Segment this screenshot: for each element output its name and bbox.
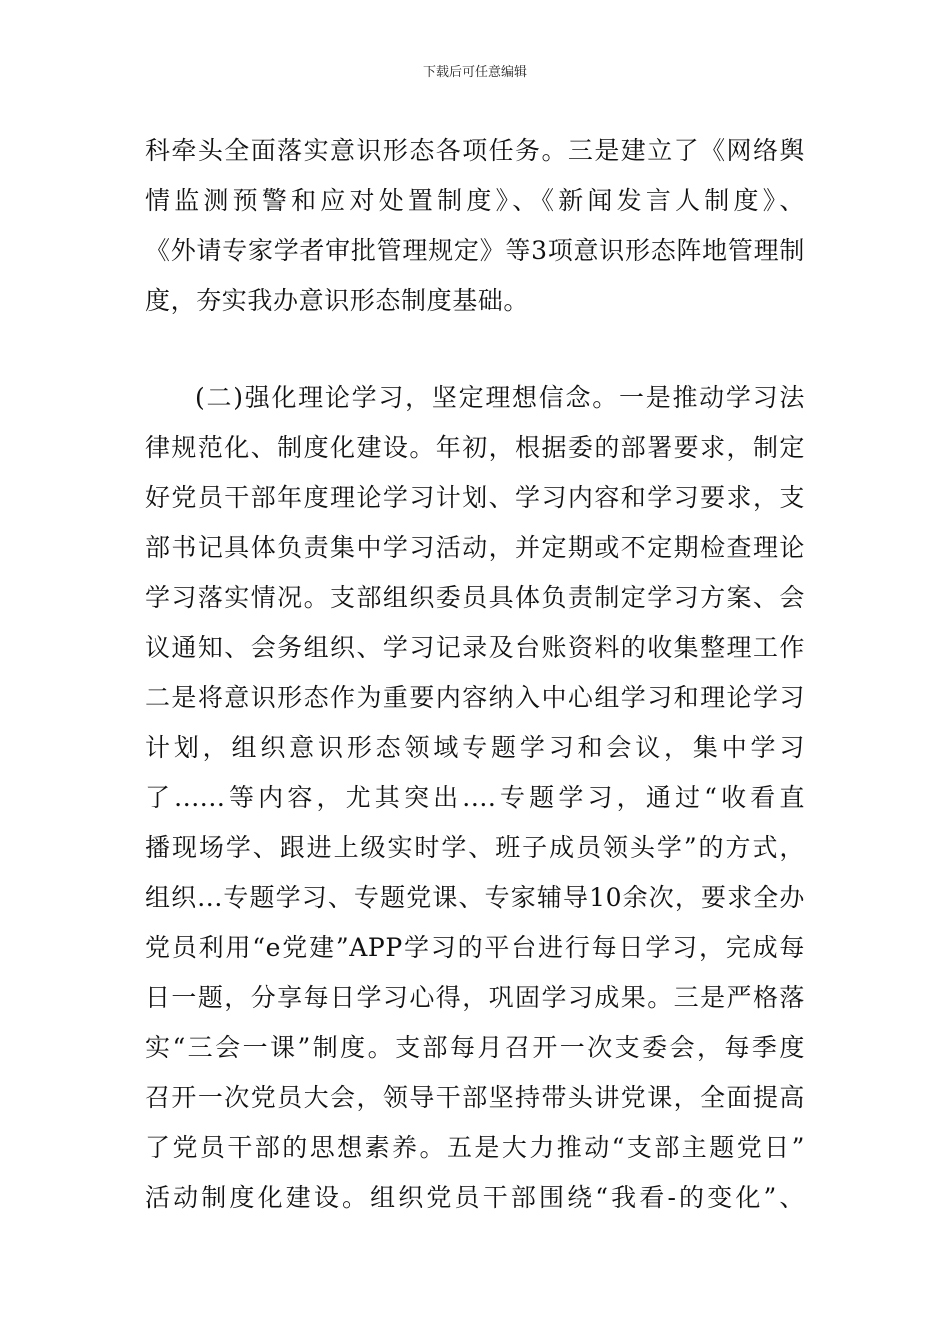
text-line: 好党员干部年度理论学习计划、学习内容和学习要求，支 [145, 483, 805, 512]
text-line: 情监测预警和应对处置制度》、《新闻发言人制度》、 [145, 186, 805, 215]
text-line: 学习落实情况。支部组织委员具体负责制定学习方案、会 [145, 583, 805, 612]
text-line: 播现场学、跟进上级实时学、班子成员领头学”的方式， [145, 833, 805, 862]
text-line: 实“三会一课”制度。支部每月召开一次支委会，每季度 [145, 1033, 805, 1062]
text-line: 日一题，分享每日学习心得，巩固学习成果。三是严格落 [145, 983, 805, 1012]
text-line: 科牵头全面落实意识形态各项任务。三是建立了《网络舆 [145, 136, 805, 165]
text-line: 《外请专家学者审批管理规定》等3项意识形态阵地管理制 [145, 236, 805, 265]
text-line: 组织...专题学习、专题党课、专家辅导10余次，要求全办 [145, 883, 805, 912]
text-line: 活动制度化建设。组织党员干部围绕“我看-的变化”、 [145, 1183, 805, 1212]
text-line: 党员利用“e党建”APP学习的平台进行每日学习，完成每 [145, 933, 805, 962]
text-line: 二是将意识形态作为重要内容纳入中心组学习和理论学习 [145, 683, 805, 712]
text-line: 了党员干部的思想素养。五是大力推动“支部主题党日” [145, 1133, 805, 1162]
text-line: 召开一次党员大会，领导干部坚持带头讲党课，全面提高 [145, 1083, 805, 1112]
text-line: 计划，组织意识形态领域专题学习和会议，集中学习 [145, 733, 805, 762]
text-line: 度，夯实我办意识形态制度基础。 [145, 286, 530, 315]
text-line: 部书记具体负责集中学习活动，并定期或不定期检查理论 [145, 533, 805, 562]
text-line: 律规范化、制度化建设。年初，根据委的部署要求，制定 [145, 433, 805, 462]
text-line: (二)强化理论学习，坚定理想信念。一是推动学习法 [195, 383, 805, 412]
text-line: 了......等内容，尤其突出....专题学习，通过“收看直 [145, 783, 805, 812]
text-line: 议通知、会务组织、学习记录及台账资料的收集整理工作 [145, 633, 805, 662]
page-header: 下载后可任意编辑 [422, 65, 527, 80]
